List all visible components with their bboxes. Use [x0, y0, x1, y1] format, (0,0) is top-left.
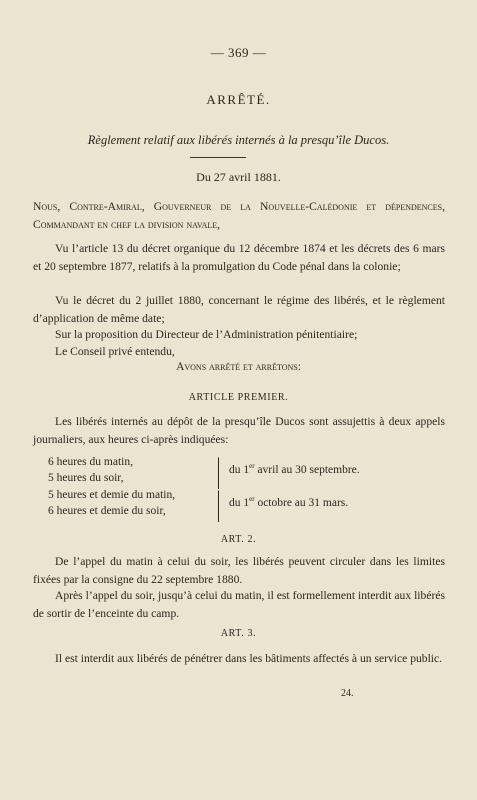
consideration-1: Vu l’article 13 du décret organique du 12 décembre 1874 et les décrets des 6 mars et 20 septembre 1877, relatifs à la promulgation du Code pénal dans la colonie;	[33, 242, 445, 273]
document-title: ARRÊTÉ.	[206, 92, 271, 107]
schedule-2-period-sup: er	[249, 495, 255, 503]
article-2-heading: ART. 2.	[220, 534, 257, 545]
schedule-2-period-prefix: du 1	[229, 496, 250, 509]
schedule-2-brace	[218, 490, 224, 522]
preamble: Nous, Contre-Amiral, Gouverneur de la Nouvelle-Calédonie et dépendences, Commandant en chef la division navale,	[33, 200, 445, 231]
page-number: — 369 —	[210, 45, 267, 60]
article-3-text: Il est interdit aux libérés de pénétrer dans les bâtiments affectés à un service public.	[55, 652, 443, 665]
schedule-1-brace	[218, 457, 224, 489]
schedule-1-time-2: 5 heures du soir,	[48, 472, 124, 484]
title-divider	[190, 157, 246, 158]
document-subtitle: Règlement relatif aux libérés internés à la presqu’île Ducos.	[87, 133, 390, 147]
schedule-1-time-1: 6 heures du matin,	[48, 456, 133, 468]
article-2-paragraph-2: Après l’appel du soir, jusqu’à celui du matin, il est formellement interdit aux libérés de sortir de l’enceinte du camp.	[33, 589, 445, 620]
schedule-1-period-rest: avril au 30 septembre.	[254, 463, 360, 476]
consideration-4: Le Conseil privé entendu,	[55, 345, 175, 358]
article-1-heading: ARTICLE PREMIER.	[188, 392, 289, 403]
date-line: Du 27 avril 1881.	[196, 170, 281, 184]
consideration-3: Sur la proposition du Directeur de l’Administration pénitentiaire;	[55, 328, 358, 341]
article-3-heading: ART. 3.	[220, 628, 257, 639]
schedule-1-period-prefix: du 1	[229, 463, 250, 476]
signature-mark: 24.	[341, 688, 354, 699]
schedule-2-time-2: 6 heures et demie du soir,	[48, 505, 166, 517]
article-1-text: Les libérés internés au dépôt de la presqu’île Ducos sont assujettis à deux appels journaliers, aux heures ci-après indiquées:	[33, 415, 445, 446]
schedule-2-period	[229, 495, 348, 509]
schedule-1-period-sup: er	[249, 462, 255, 470]
schedule-1-period	[229, 462, 360, 476]
schedule-2-time-1: 5 heures et demie du matin,	[48, 489, 176, 501]
schedule-2-period-rest: octobre au 31 mars.	[254, 496, 349, 509]
enacting-clause: Avons arrêté et arrêtons:	[176, 361, 301, 373]
article-2-paragraph-1: De l’appel du matin à celui du soir, les libérés peuvent circuler dans les limites fixées par la consigne du 22 septembre 1880.	[33, 555, 445, 586]
consideration-2: Vu le décret du 2 juillet 1880, concernant le régime des libérés, et le règlement d’application de même date;	[33, 294, 445, 325]
